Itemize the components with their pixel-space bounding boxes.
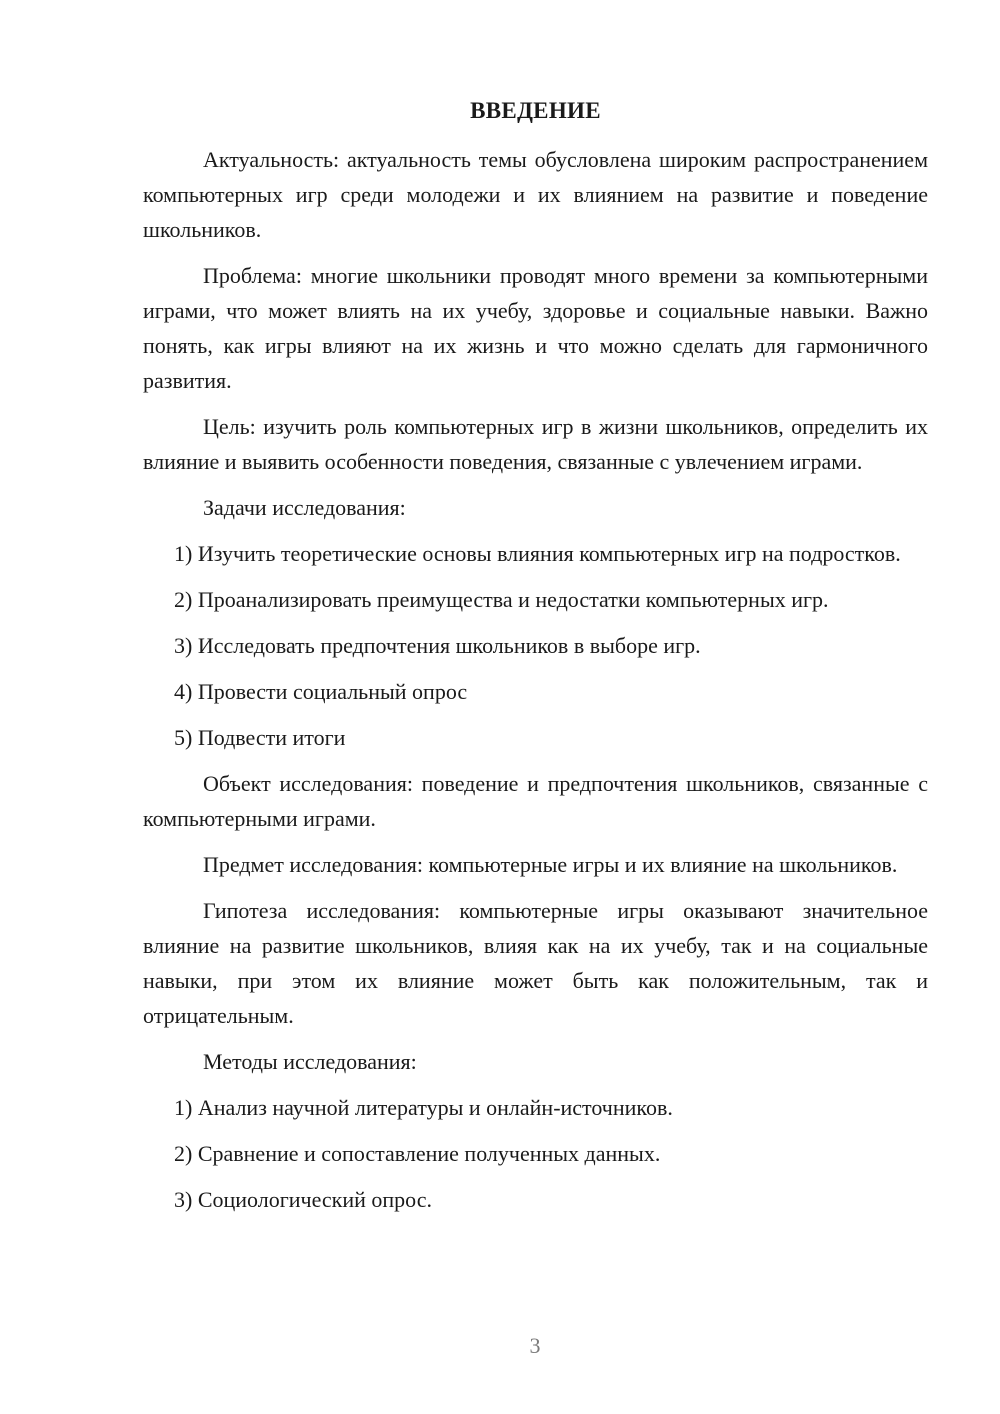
hypothesis-paragraph: Гипотеза исследования: компьютерные игры оказывают значительное влияние на развитие школьников, влияя как на их учебу, так и на социальные навыки, при этом их влияние может быть как положительным, так и отрицательным. [143, 898, 928, 1028]
method-item: 2) Сравнение и сопоставление полученных данных. [174, 1141, 661, 1166]
method-item: 3) Социологический опрос. [174, 1187, 432, 1212]
task-item: 1) Изучить теоретические основы влияния компьютерных игр на подростков. [174, 541, 901, 566]
task-item: 5) Подвести итоги [174, 725, 346, 750]
methods-title: Методы исследования: [203, 1049, 417, 1074]
introduction-body [143, 142, 928, 1228]
object-paragraph: Объект исследования: поведение и предпочтения школьников, связанные с компьютерными играми. [143, 771, 928, 831]
relevance-paragraph: Актуальность: актуальность темы обусловлена широким распространением компьютерных игр среди молодежи и их влиянием на развитие и поведение школьников. [143, 147, 928, 242]
problem-paragraph: Проблема: многие школьники проводят много времени за компьютерными играми, что может влиять на их учебу, здоровье и социальные навыки. Важно понять, как игры влияют на их жизнь и что можно сделать для гармоничного развития. [143, 263, 928, 393]
method-item: 1) Анализ научной литературы и онлайн-источников. [174, 1095, 673, 1120]
task-item: 4) Провести социальный опрос [174, 679, 468, 704]
task-item: 2) Проанализировать преимущества и недостатки компьютерных игр. [174, 587, 829, 612]
goal-paragraph: Цель: изучить роль компьютерных игр в жизни школьников, определить их влияние и выявить особенности поведения, связанные с увлечением играми. [143, 414, 928, 474]
task-item: 3) Исследовать предпочтения школьников в выборе игр. [174, 633, 701, 658]
page-number: 3 [529, 1333, 541, 1358]
subject-paragraph: Предмет исследования: компьютерные игры и их влияние на школьников. [203, 852, 898, 877]
tasks-title: Задачи исследования: [203, 495, 406, 520]
section-heading: ВВЕДЕНИЕ [470, 98, 601, 123]
